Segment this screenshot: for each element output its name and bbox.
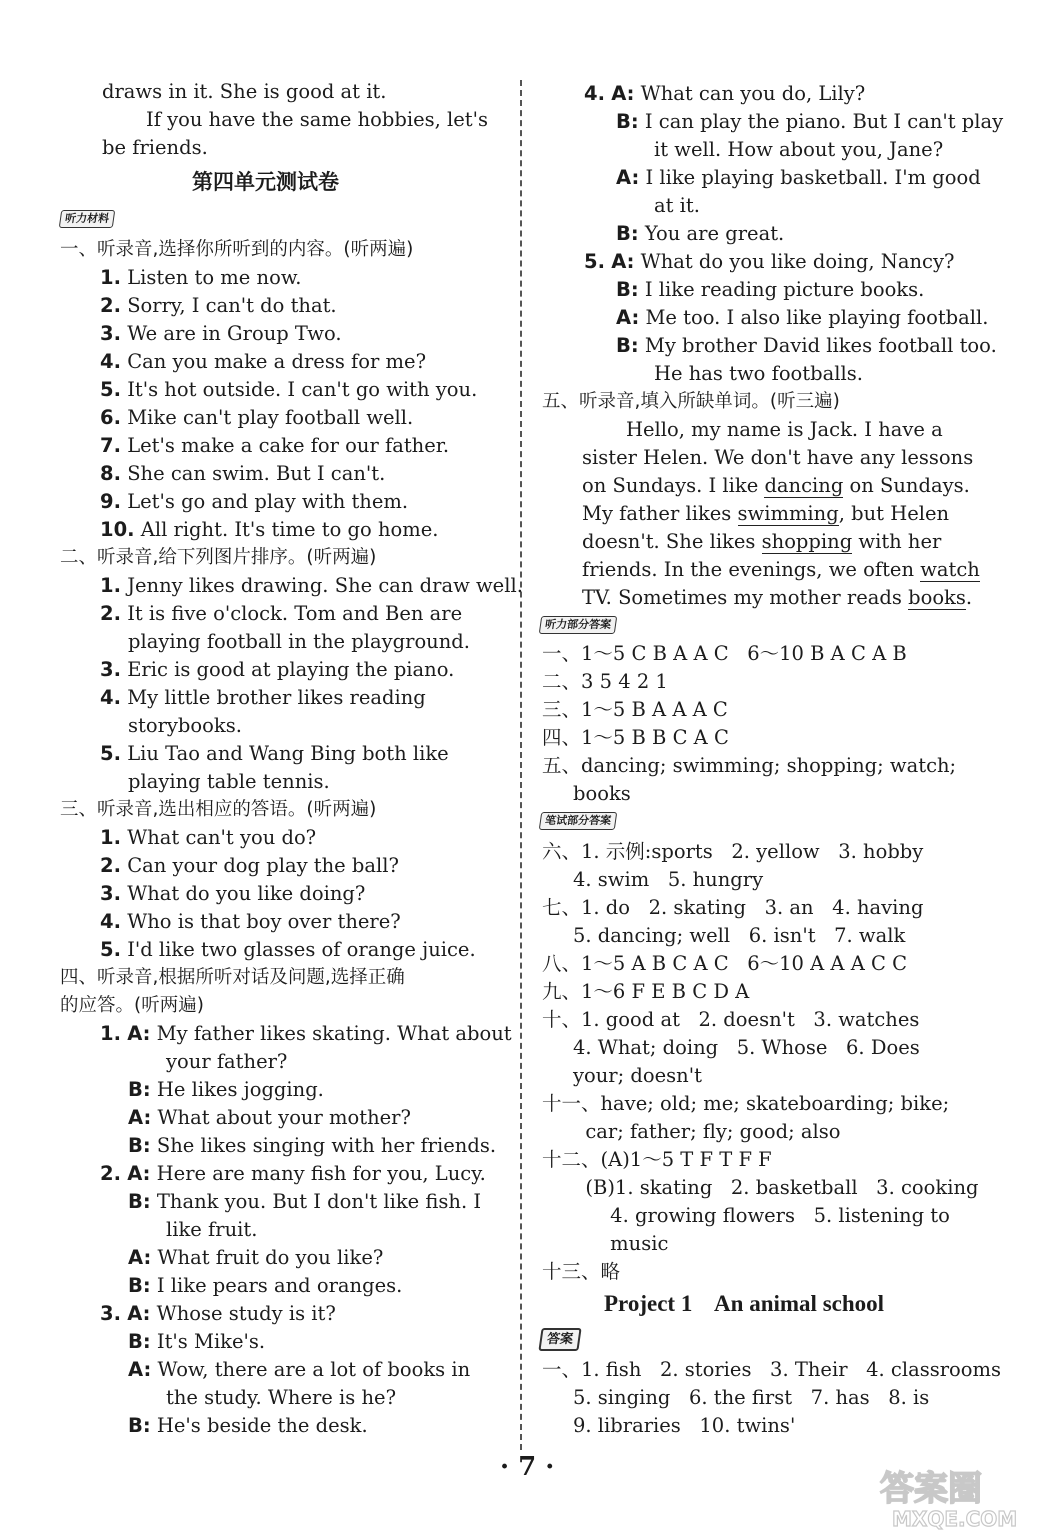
- list-item: 4. Who is that boy over there?: [100, 910, 401, 933]
- dialogue-line: A: Wow, there are a lot of books in: [128, 1358, 471, 1381]
- listening-material-tag: 听力材料: [59, 210, 116, 228]
- section-2-heading: 二、听录音,给下列图片排序。(听两遍): [60, 547, 377, 568]
- answer-line: 一、1～5 C B A A C 6～10 B A C A B: [542, 642, 907, 665]
- dialogue-line: B: I like pears and oranges.: [128, 1274, 403, 1297]
- intro-line-1: draws in it. She is good at it.: [102, 80, 387, 103]
- dialogue-line-cont: your father?: [166, 1050, 288, 1073]
- dialogue-line: B: He likes jogging.: [128, 1078, 324, 1101]
- list-item: 8. She can swim. But I can't.: [100, 462, 386, 485]
- answer-line: music: [542, 1232, 669, 1255]
- list-item: 4. My little brother likes reading: [100, 686, 426, 709]
- answer-line: car; father; fly; good; also: [542, 1120, 841, 1143]
- list-item: 5. I'd like two glasses of orange juice.: [100, 938, 476, 961]
- section-4-heading: 四、听录音,根据所听对话及问题,选择正确: [60, 967, 405, 988]
- list-item: 9. Let's go and play with them.: [100, 490, 409, 513]
- list-item: 1. What can't you do?: [100, 826, 317, 849]
- answer-line: 一、1. fish 2. stories 3. Their 4. classrooms: [542, 1358, 1002, 1381]
- dialogue-line: A: What fruit do you like?: [128, 1246, 384, 1269]
- dialogue-line: B: He's beside the desk.: [128, 1414, 368, 1437]
- answer-line: 5. singing 6. the first 7. has 8. is: [542, 1386, 930, 1409]
- dialogue-line: B: I like reading picture books.: [616, 278, 925, 301]
- answer-line: 十二、(A)1～5 T F T F F: [542, 1148, 772, 1171]
- section-4-heading-cont: 的应答。(听两遍): [60, 995, 204, 1016]
- list-item: 2. Can your dog play the ball?: [100, 854, 399, 877]
- answer-line: 七、1. do 2. skating 3. an 4. having: [542, 896, 924, 919]
- list-item: 5. Liu Tao and Wang Bing both like: [100, 742, 449, 765]
- answer-line: 八、1～5 A B C A C 6～10 A A A C C: [542, 952, 908, 975]
- passage-line: My father likes swimming, but Helen: [582, 502, 950, 525]
- answer-line: 4. What; doing 5. Whose 6. Does: [542, 1036, 920, 1059]
- answer-word: dancing: [764, 474, 844, 497]
- answer-line: 四、1～5 B B C A C: [542, 726, 729, 749]
- answer-line: 十三、略: [542, 1260, 621, 1283]
- list-item: 1. Jenny likes drawing. She can draw well.: [100, 574, 523, 597]
- watermark-url: MXQE.COM: [892, 1507, 1018, 1531]
- answer-line: 五、dancing; swimming; shopping; watch;: [542, 754, 957, 777]
- dialogue-line: A: I like playing basketball. I'm good: [616, 166, 981, 189]
- answer-tag: 答案: [538, 1328, 581, 1351]
- intro-line-2: If you have the same hobbies, let's: [146, 108, 488, 131]
- answer-line: 4. growing flowers 5. listening to: [542, 1204, 950, 1227]
- dialogue-line: 4. A: What can you do, Lily?: [584, 82, 866, 105]
- dialogue-line: A: Me too. I also like playing football.: [616, 306, 989, 329]
- list-item: 2. Sorry, I can't do that.: [100, 294, 337, 317]
- list-item: 3. We are in Group Two.: [100, 322, 342, 345]
- dialogue-line: B: She likes singing with her friends.: [128, 1134, 497, 1157]
- list-item: 10. All right. It's time to go home.: [100, 518, 439, 541]
- section-3-heading: 三、听录音,选出相应的答语。(听两遍): [60, 799, 377, 820]
- intro-line-3: be friends.: [102, 136, 208, 159]
- list-item-continued: storybooks.: [128, 714, 242, 737]
- dialogue-line: A: What about your mother?: [128, 1106, 411, 1129]
- dialogue-line: 3. A: Whose study is it?: [100, 1302, 336, 1325]
- passage-line: doesn't. She likes shopping with her: [582, 530, 942, 553]
- answer-line: books: [542, 782, 631, 805]
- dialogue-line: 1. A: My father likes skating. What about: [100, 1022, 512, 1045]
- dialogue-line-cont: He has two footballs.: [654, 362, 863, 385]
- section-5-heading: 五、听录音,填入所缺单词。(听三遍): [542, 391, 840, 412]
- listening-answers-tag: 听力部分答案: [539, 616, 618, 634]
- answer-line: your; doesn't: [542, 1064, 702, 1087]
- list-item: 5. It's hot outside. I can't go with you.: [100, 378, 478, 401]
- answer-line: 9. libraries 10. twins': [542, 1414, 796, 1437]
- watermark-text: 答案圈: [880, 1469, 982, 1509]
- list-item-continued: playing football in the playground.: [128, 630, 470, 653]
- dialogue-line: B: Thank you. But I don't like fish. I: [128, 1190, 482, 1213]
- unit-test-title: 第四单元测试卷: [192, 170, 339, 194]
- list-item-continued: playing table tennis.: [128, 770, 330, 793]
- answer-word: watch: [920, 558, 980, 581]
- dialogue-line: B: My brother David likes football too.: [616, 334, 997, 357]
- list-item: 1. Listen to me now.: [100, 266, 302, 289]
- answer-line: 九、1～6 F E B C D A: [542, 980, 750, 1003]
- section-1-heading: 一、听录音,选择你所听到的内容。(听两遍): [60, 239, 414, 260]
- answer-line: 三、1～5 B A A A C: [542, 698, 728, 721]
- answer-word: shopping: [761, 530, 853, 553]
- list-item: 3. Eric is good at playing the piano.: [100, 658, 455, 681]
- passage-line: Hello, my name is Jack. I have a: [626, 418, 943, 441]
- answer-line: 十、1. good at 2. doesn't 3. watches: [542, 1008, 920, 1031]
- passage-line: on Sundays. I like dancing on Sundays.: [582, 474, 970, 497]
- answer-line: 5. dancing; well 6. isn't 7. walk: [542, 924, 906, 947]
- answer-line: 二、3 5 4 2 1: [542, 670, 668, 693]
- dialogue-line: B: I can play the piano. But I can't play: [616, 110, 1004, 133]
- passage-line: TV. Sometimes my mother reads books.: [582, 586, 973, 609]
- dialogue-line: 2. A: Here are many fish for you, Lucy.: [100, 1162, 486, 1185]
- list-item: 4. Can you make a dress for me?: [100, 350, 427, 373]
- answer-line: 六、1. 示例:sports 2. yellow 3. hobby: [542, 840, 924, 863]
- dialogue-line-cont: it well. How about you, Jane?: [654, 138, 944, 161]
- list-item: 6. Mike can't play football well.: [100, 406, 414, 429]
- answer-line: (B)1. skating 2. basketball 3. cooking: [542, 1176, 979, 1199]
- list-item: 2. It is five o'clock. Tom and Ben are: [100, 602, 463, 625]
- written-answers-tag: 笔试部分答案: [539, 812, 618, 830]
- column-divider: [520, 80, 522, 1450]
- passage-line: friends. In the evenings, we often watch: [582, 558, 980, 581]
- project-title: Project 1 An animal school: [604, 1291, 885, 1316]
- passage-line: sister Helen. We don't have any lessons: [582, 446, 974, 469]
- dialogue-line: B: It's Mike's.: [128, 1330, 266, 1353]
- answer-word: books: [908, 586, 966, 609]
- answer-line: 十一、have; old; me; skateboarding; bike;: [542, 1092, 950, 1115]
- list-item: 3. What do you like doing?: [100, 882, 366, 905]
- list-item: 7. Let's make a cake for our father.: [100, 434, 450, 457]
- dialogue-line-cont: at it.: [654, 194, 700, 217]
- page-number: · 7 ·: [500, 1452, 555, 1482]
- dialogue-line-cont: the study. Where is he?: [166, 1386, 397, 1409]
- answer-word: swimming: [737, 502, 839, 525]
- answer-line: 4. swim 5. hungry: [542, 868, 764, 891]
- dialogue-line: 5. A: What do you like doing, Nancy?: [584, 250, 955, 273]
- dialogue-line-cont: like fruit.: [166, 1218, 258, 1241]
- dialogue-line: B: You are great.: [616, 222, 785, 245]
- watermark-logo: [870, 1460, 1050, 1532]
